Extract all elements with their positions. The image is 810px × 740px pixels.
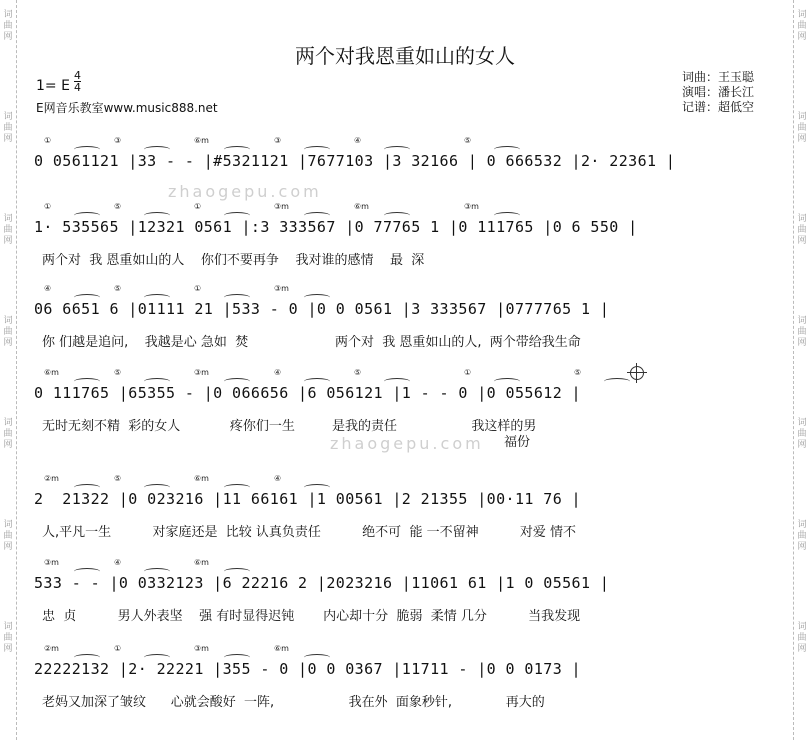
side-watermark-text: 词 曲 网	[797, 316, 807, 348]
center-watermark: zhaogepu.com	[330, 434, 484, 453]
chord-marker: ②m	[44, 644, 59, 653]
chord-marker: ①	[194, 202, 202, 211]
side-watermark-text: 词 曲 网	[797, 214, 807, 246]
time-signature-bottom: 4	[74, 81, 81, 94]
chord-marker: ①	[44, 202, 52, 211]
lyric-line: 你 们越是追问, 我越是心 急如 焚 两个对 我 恩重如山的人, 两个带给我生命	[42, 335, 581, 350]
score-row	[34, 136, 764, 212]
center-watermark: zhaogepu.com	[168, 182, 322, 201]
side-watermark-text: 词 曲 网	[3, 214, 13, 246]
slur-mark	[304, 146, 330, 153]
chord-marker: ①	[114, 644, 122, 653]
site-credit: E网音乐教室www.music888.net	[36, 101, 218, 115]
note-line: 533 - - |0 0332123 |6 22216 2 |2023216 |11061 61 |1 0 05561 |	[34, 574, 610, 592]
slur-mark	[144, 654, 170, 661]
time-signature-top: 4	[74, 69, 81, 82]
chord-marker: ①	[464, 368, 472, 377]
slur-mark	[224, 378, 250, 385]
chord-marker: ③m	[194, 644, 209, 653]
composer-credit: 词曲：王玉聪	[682, 70, 755, 84]
song-title: 两个对我恩重如山的女人	[295, 44, 515, 68]
slur-mark	[494, 146, 520, 153]
side-watermark-text: 词 曲 网	[3, 112, 13, 144]
side-watermark-text: 词 曲 网	[797, 418, 807, 450]
chord-marker: ②m	[44, 474, 59, 483]
chord-marker: ⑥m	[194, 136, 209, 145]
chord-marker: ⑤	[114, 474, 122, 483]
slur-mark	[144, 568, 170, 575]
note-line: 06 6651 6 |01111 21 |533 - 0 |0 0 0561 |3 333567 |0777765 1 |	[34, 300, 610, 318]
chord-marker: ③	[274, 136, 282, 145]
slur-mark	[384, 212, 410, 219]
chord-marker: ⑤	[114, 202, 122, 211]
slur-mark	[304, 294, 330, 301]
slur-mark	[304, 212, 330, 219]
key-signature: 1= E	[36, 78, 70, 94]
side-watermark-text: 词 曲 网	[797, 10, 807, 42]
slur-mark	[384, 378, 410, 385]
note-line: 22222132 |2· 22221 |355 - 0 |0 0 0367 |11711 - |0 0 0173 |	[34, 660, 581, 678]
slur-mark	[144, 294, 170, 301]
chord-marker: ④	[114, 558, 122, 567]
score-row	[34, 202, 764, 278]
chord-marker: ⑤	[464, 136, 472, 145]
side-watermark-text: 词 曲 网	[3, 418, 13, 450]
slur-mark	[384, 146, 410, 153]
slur-mark	[224, 654, 250, 661]
lyric-line: 老妈又加深了皱纹 心就会酸好 一阵, 我在外 面象秒针, 再大的	[42, 695, 545, 710]
lyric-line: 两个对 我 恩重如山的人 你们不要再争 我对谁的感情 最 深	[42, 253, 425, 268]
lyric-line: 人,平凡一生 对家庭还是 比较 认真负责任 绝不可 能 一不留神 对爱 情不	[42, 525, 577, 540]
chord-marker: ③m	[274, 284, 289, 293]
slur-mark	[74, 294, 100, 301]
slur-mark	[74, 568, 100, 575]
slur-mark	[604, 378, 630, 385]
chord-marker: ⑥m	[274, 644, 289, 653]
slur-mark	[144, 212, 170, 219]
chord-marker: ④	[44, 284, 52, 293]
chord-marker: ⑤	[114, 368, 122, 377]
slur-mark	[224, 212, 250, 219]
chord-marker: ⑥m	[194, 474, 209, 483]
slur-mark	[144, 484, 170, 491]
side-watermark-text: 词 曲 网	[3, 10, 13, 42]
slur-mark	[224, 294, 250, 301]
note-line: 0 111765 |65355 - |0 066656 |6 056121 |1 - - 0 |0 055612 |	[34, 384, 581, 402]
crosshair-icon	[630, 366, 644, 380]
transcriber-credit: 记谱：超低空	[682, 100, 755, 114]
chord-marker: ④	[274, 368, 282, 377]
chord-marker: ③m	[274, 202, 289, 211]
chord-marker: ③m	[44, 558, 59, 567]
chord-marker: ⑥m	[194, 558, 209, 567]
chord-marker: ⑤	[354, 368, 362, 377]
slur-mark	[74, 212, 100, 219]
slur-mark	[74, 484, 100, 491]
chord-marker: ③	[114, 136, 122, 145]
note-line: 1· 535565 |12321 0561 |:3 333567 |0 77765 1 |0 111765 |0 6 550 |	[34, 218, 638, 236]
singer-credit: 演唱：潘长江	[682, 85, 755, 99]
chord-marker: ③m	[464, 202, 479, 211]
credits-block	[682, 70, 754, 115]
score-row	[34, 284, 764, 360]
note-line: 0 0561121 |33 - - |#5321121 |7677103 |3 32166 | 0 666532 |2· 22361 |	[34, 152, 676, 170]
score-row	[34, 558, 764, 634]
score-row	[34, 474, 764, 550]
chord-marker: ③m	[194, 368, 209, 377]
chord-marker: ④	[354, 136, 362, 145]
chord-marker: ⑥m	[354, 202, 369, 211]
chord-marker: ①	[194, 284, 202, 293]
slur-mark	[304, 378, 330, 385]
lyric-line: 忠 贞 男人外表坚 强 有时显得迟钝 内心却十分 脆弱 柔情 几分 当我发现	[42, 609, 581, 624]
slur-mark	[304, 484, 330, 491]
chord-marker: ①	[44, 136, 52, 145]
slur-mark	[74, 146, 100, 153]
chord-marker: ⑤	[574, 368, 582, 377]
side-watermark-text: 词 曲 网	[3, 622, 13, 654]
lyric-line: 无时无刻不精 彩的女人 疼你们一生 是我的责任 我这样的男	[42, 419, 537, 434]
chord-marker: ④	[274, 474, 282, 483]
chord-marker: ⑥m	[44, 368, 59, 377]
lyric-line-secondary: 福份	[504, 435, 531, 450]
slur-mark	[144, 378, 170, 385]
score-row	[34, 368, 764, 450]
side-watermark-text: 词 曲 网	[3, 520, 13, 552]
slur-mark	[74, 654, 100, 661]
score-row	[34, 644, 764, 720]
slur-mark	[144, 146, 170, 153]
time-signature	[74, 70, 81, 93]
slur-mark	[74, 378, 100, 385]
slur-mark	[494, 212, 520, 219]
side-watermark-text: 词 曲 网	[797, 112, 807, 144]
chord-marker: ⑤	[114, 284, 122, 293]
slur-mark	[224, 568, 250, 575]
side-watermark-text: 词 曲 网	[797, 520, 807, 552]
note-line: 2 21322 |0 023216 |11 66161 |1 00561 |2 21355 |00·11 76 |	[34, 490, 581, 508]
side-watermark-text: 词 曲 网	[797, 622, 807, 654]
slur-mark	[224, 484, 250, 491]
slur-mark	[224, 146, 250, 153]
side-watermark-text: 词 曲 网	[3, 316, 13, 348]
slur-mark	[304, 654, 330, 661]
slur-mark	[494, 378, 520, 385]
